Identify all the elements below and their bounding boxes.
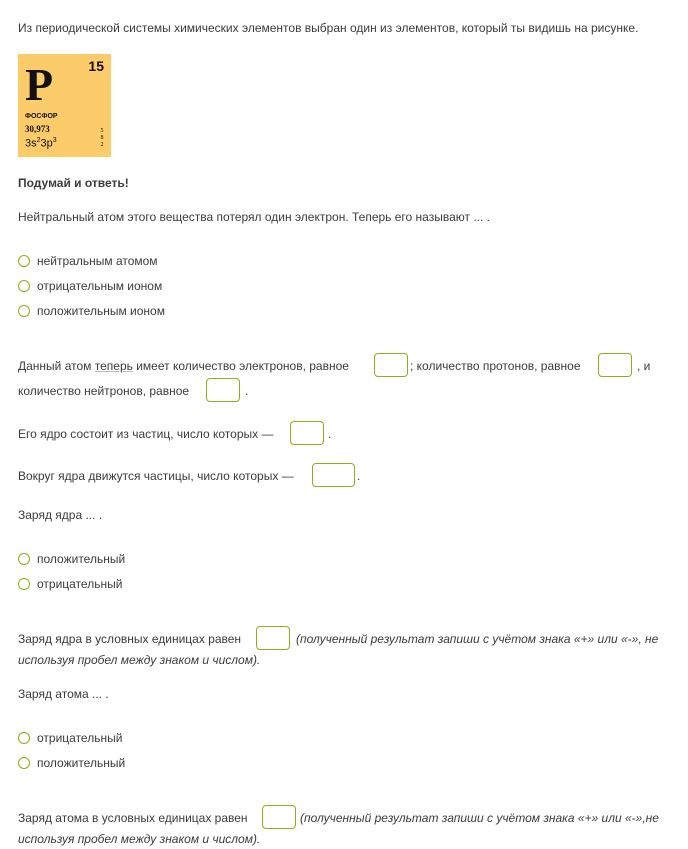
element-number: 15 <box>88 58 104 74</box>
atom-charge-input[interactable] <box>262 805 296 829</box>
question-7-text: Заряд атома ... . <box>18 687 109 701</box>
question-2-end: . <box>245 384 249 398</box>
radio-q1-option-1[interactable] <box>18 255 30 267</box>
radio-q7-option-1[interactable] <box>18 732 30 744</box>
radio-label: отрицательный <box>37 731 123 745</box>
radio-q5-option-2[interactable] <box>18 578 30 590</box>
question-1-text: Нейтральный атом этого вещества потерял один электрон. Теперь его называют ... . <box>18 210 490 224</box>
radio-label: нейтральным атомом <box>37 254 158 268</box>
radio-q7-option-2[interactable] <box>18 757 30 769</box>
neutrons-input[interactable] <box>206 378 240 402</box>
question-6-hint-2: используя пробел между знаком и числом). <box>18 653 261 667</box>
question-2-line-2: количество нейтронов, равное <box>18 384 190 398</box>
question-2-line-1b: ; количество протонов, равное <box>410 359 581 373</box>
radio-label: положительный <box>37 552 126 566</box>
radio-q5-option-1[interactable] <box>18 553 30 565</box>
question-8-hint-1: (полученный результат запиши с учётом знака «+» или «-»,не <box>300 811 659 825</box>
question-5-text: Заряд ядра ... . <box>18 508 103 522</box>
question-2-line-1c: , и <box>637 359 651 373</box>
question-3-text: Его ядро состоит из частиц, число которых — <box>18 427 274 441</box>
electrons-input[interactable] <box>374 353 408 377</box>
element-tile <box>18 54 111 157</box>
radio-label: отрицательный <box>37 577 123 591</box>
question-2-line-1a: Данный атом теперь имеет количество электронов, равное <box>18 359 349 373</box>
radio-label: положительный <box>37 756 126 770</box>
question-8-hint-2: используя пробел между знаком и числом). <box>18 832 261 846</box>
nucleus-charge-input[interactable] <box>256 626 290 650</box>
section-heading: Подумай и ответь! <box>18 176 129 190</box>
question-6-hint-1: (полученный результат запиши с учётом знака «+» или «-», не <box>296 632 659 646</box>
radio-label: положительным ионом <box>37 304 165 318</box>
orbiting-particles-input[interactable] <box>312 463 355 487</box>
radio-q1-option-3[interactable] <box>18 305 30 317</box>
element-symbol: P <box>25 59 54 110</box>
question-4-end: . <box>357 469 361 483</box>
element-mass: 30,973 <box>25 124 50 134</box>
intro-text: Из периодической системы химических элементов выбран один из элементов, который ты видишь на рисунке. <box>18 21 639 35</box>
electron-shells: 5 8 2 <box>100 128 104 148</box>
radio-q1-option-2[interactable] <box>18 280 30 292</box>
protons-input[interactable] <box>598 353 632 377</box>
question-3-end: . <box>328 427 332 441</box>
element-name: ФОСФОР <box>25 113 58 120</box>
question-6-text: Заряд ядра в условных единицах равен <box>18 632 242 646</box>
question-8-text: Заряд атома в условных единицах равен <box>18 811 248 825</box>
nucleus-particles-input[interactable] <box>290 421 324 445</box>
electron-config: $3s^23p^3$ <box>25 137 57 150</box>
radio-label: отрицательным ионом <box>37 279 163 293</box>
question-4-text: Вокруг ядра движутся частицы, число которых — <box>18 469 294 483</box>
